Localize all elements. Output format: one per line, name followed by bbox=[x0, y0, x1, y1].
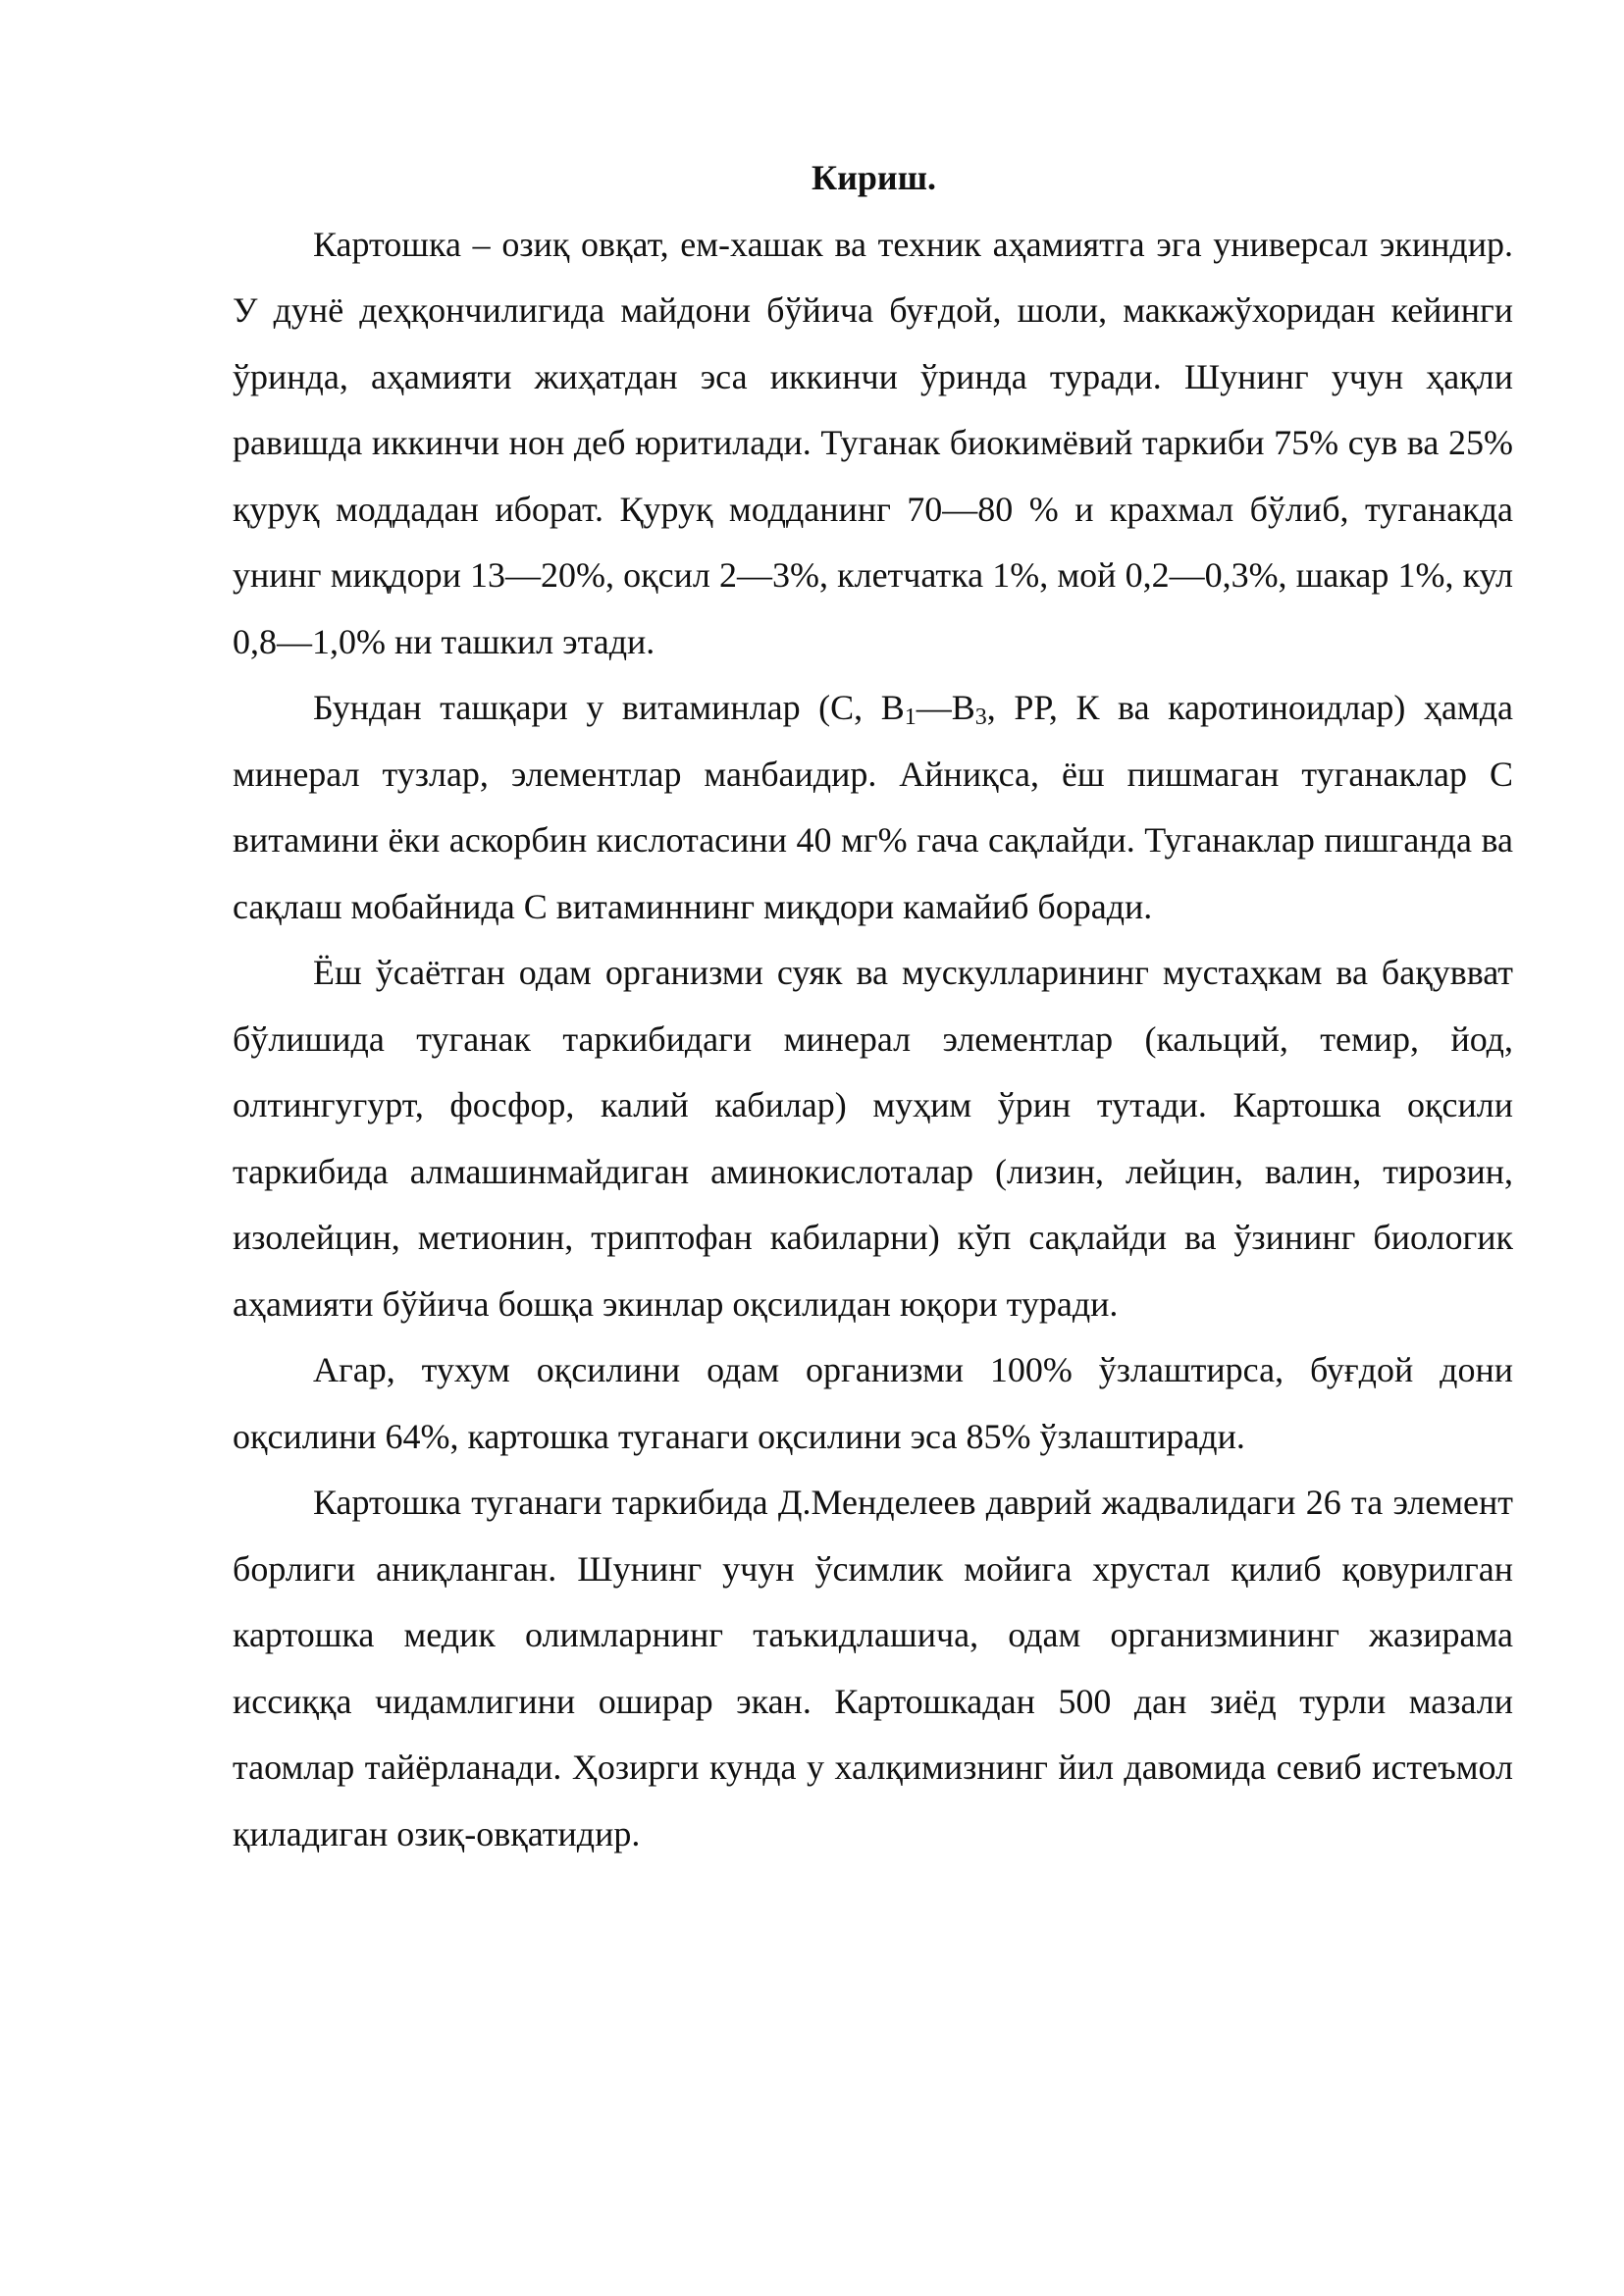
paragraph-vitamins-text-before: Бундан ташқари у витаминлар (С, В bbox=[313, 688, 905, 727]
subscript-one: 1 bbox=[904, 704, 917, 730]
document-title: Кириш. bbox=[811, 158, 936, 197]
paragraph-vitamins-text-after: , РР, К ва каротиноидлар) ҳамда минерал тузлар, элементлар манбаидир. Айниқса, ёш пишмаган туганаклар С витамини ёки аскорбин кислотасини 40 мг% гача сақлайди. Туганаклар пишганда ва сақлаш мобайнида С витаминнинг миқдори камайиб боради. bbox=[233, 688, 1513, 926]
paragraph-intro: Картошка – озиқ овқат, ем-хашак ва техник аҳамиятга эга универсал экиндир. У дунё деҳқончилигида майдони бўйича буғдой, шоли, маккажўхоридан кейинги ўринда, аҳамияти жиҳатдан эса иккинчи ўринда туради. Шунинг учун ҳақли равишда иккинчи нон деб юритилади. Туганак биокимёвий таркиби 75% сув ва 25% қуруқ моддадан иборат. Қуруқ модданинг 70—80 % и крахмал бўлиб, туганакда унинг миқдори 13—20%, оқсил 2—3%, клетчатка 1%, мой 0,2—0,3%, шакар 1%, кул 0,8—1,0% ни ташкил этади. bbox=[233, 224, 1513, 661]
paragraph-minerals: Ёш ўсаётган одам организми суяк ва мускулларининг мустаҳкам ва бақувват бўлишида туганак таркибидаги минерал элементлар (кальций, темир, йод, олтингугурт, фосфор, калий кабилар) муҳим ўрин тутади. Картошка оқсили таркибида алмашинмайдиган аминокислоталар (лизин, лейцин, валин, тирозин, изолейцин, метионин, триптофан кабиларни) кўп сақлайди ва ўзининг биологик аҳамияти бўйича бошқа экинлар оқсилидан юқори туради. bbox=[233, 953, 1513, 1324]
paragraph-vitamins-text-mid: —В bbox=[916, 688, 975, 727]
subscript-three: 3 bbox=[974, 704, 987, 730]
document-page bbox=[233, 145, 1513, 1867]
paragraph-vitamins bbox=[233, 675, 1513, 940]
paragraph-protein: Агар, тухум оқсилини одам организми 100% ўзлаштирса, буғдой дони оқсилини 64%, картошка туганаги оқсилини эса 85% ўзлаштиради. bbox=[233, 1350, 1513, 1456]
paragraph-elements: Картошка туганаги таркибида Д.Менделеев даврий жадвалидаги 26 та элемент борлиги аниқланган. Шунинг учун ўсимлик мойига хрустал қилиб қовурилган картошка медик олимларнинг таъкидлашича, одам организмининг жазирама иссиққа чидамлигини оширар экан. Картошкадан 500 дан зиёд турли мазали таомлар тайёрланади. Ҳозирги кунда у халқимизнинг йил давомида севиб истеъмол қиладиган озиқ-овқатидир. bbox=[233, 1483, 1513, 1853]
